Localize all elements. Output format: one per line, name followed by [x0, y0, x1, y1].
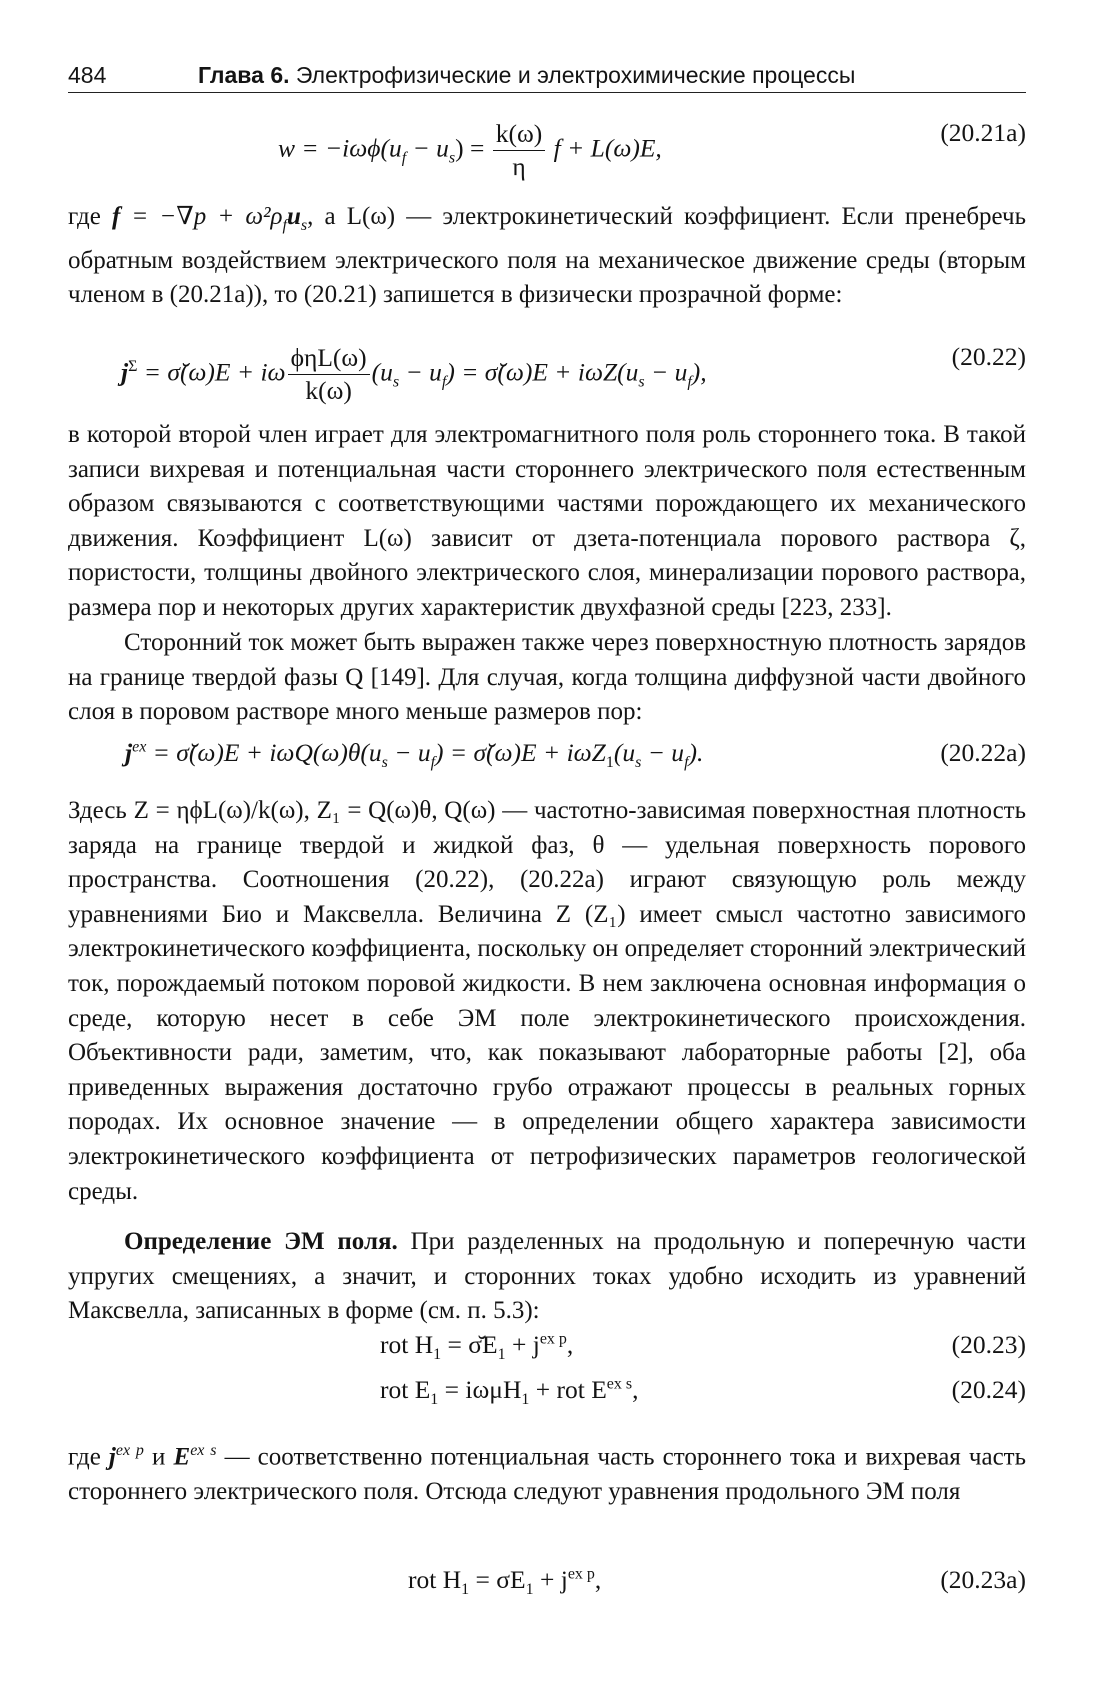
text-span: = −∇p + ω²ρ	[120, 203, 283, 230]
chapter-label: Глава 6.	[198, 62, 290, 88]
paragraph-3	[68, 626, 1026, 730]
eq-part: ) = σ̆(ω)E + iωZ	[435, 738, 606, 767]
equation-20-24	[68, 1375, 1026, 1415]
eq-part: w = −iωϕ(u	[278, 133, 402, 163]
fraction	[288, 342, 370, 407]
chapter-title: Электрофизические и электрохимические процессы	[295, 62, 856, 88]
equation-body: $j^\Sigma$ = σ̆(ω)E + iω $\frac{\text{ϕηL(ω)}}{k(\omega)}$ $(u_s - u_f)$ = σ̆(ω)E + $i\omega Z(u_s - u_f)$,	[121, 343, 707, 405]
text-span: где	[68, 1443, 109, 1471]
equation-20-22a	[68, 738, 1026, 778]
equation-body: $w = -i\omega\phi(u_f - u_s)$ = $\frac{k(\omega)}{\eta}$ f + L(ω)E,	[278, 119, 662, 181]
eq-part: − u	[644, 357, 688, 387]
equation-number: (20.24)	[951, 1375, 1026, 1404]
equation-number: (20.23)	[951, 1330, 1026, 1359]
eq-part: rot E	[380, 1375, 431, 1404]
equation-number: (20.23a)	[940, 1565, 1026, 1594]
eq-part: = σ̆E	[441, 1330, 498, 1359]
eq-part: + j	[533, 1565, 568, 1594]
text-span: — соответственно потенциальная часть стороннего тока и вихревая часть стороннего электрического поля. Отсюда следуют уравнения продольного ЭМ поля	[68, 1443, 1026, 1505]
paragraph-6: где $j^{ex p}$ и $E^{ex s}$ — соответственно потенциальная часть стороннего тока и вихревая часть стороннего электрического поля. Отсюда следуют уравнения продольного ЭМ поля	[68, 1442, 1026, 1505]
eq-part: = σ̆(ω)E + iωQ(ω)θ(u	[146, 738, 382, 767]
eq-part: rot H	[408, 1565, 462, 1594]
equation-body: rot $E_1 = i\omega\mu H_1$ + rot $E^{ex s}$,	[380, 1375, 639, 1409]
frac-denominator: η	[512, 152, 526, 181]
eq-part: ) = σ̆(ω)E + iωZ(u	[446, 357, 639, 387]
paragraph-2: в которой второй член играет для электромагнитного поля роль стороннего тока. В такой записи вихревая и потенциальная части стороннего электрического поля естественным образом связываются с соответствующими частями порождающего их механического движения. Коэффициент L(ω) зависит от дзета-потенциала порового раствора ζ, пористости, толщины двойного электрического слоя, минерализации порового раствора, размера пор и некоторых других характеристик двухфазной среды [223, 233].	[68, 421, 1026, 621]
fraction	[493, 118, 546, 183]
eq-part: ,	[632, 1375, 639, 1404]
equation-number: (20.22a)	[940, 738, 1026, 767]
paragraph-1: где $f = -\nabla p + \omega^2\rho_fu_s$, а L(ω) — электрокинетический коэффициент. Если пренебречь обратным воздействием электрического поля на механическое движение среды (вторым членом в (20.21a)), то (20.21) запишется в физически прозрачной форме:	[68, 203, 1027, 309]
eq-sup: ex s	[606, 1375, 633, 1393]
text-span: где	[68, 203, 112, 230]
eq-part: − u	[641, 738, 685, 767]
equation-body: rot $H_1 = \sigma E_1 + j^{ex p}$,	[408, 1565, 602, 1599]
text-span: и	[143, 1443, 174, 1471]
text-span: Сторонний ток может быть выражен также через поверхностную плотность зарядов на границе твердой фазы Q [149]. Для случая, когда толщина диффузной части двойного слоя в поровом растворе много меньше размеров пор:	[68, 629, 1026, 726]
text-span: , а L(ω) — электрокинетический коэффициент. Если пренебречь обратным воздействием электрического поля на механическое движение среды (вторым членом в (20.21a)), то (20.21) запишется в физически прозрачной форме:	[68, 203, 1027, 309]
eq-part: + rot E	[529, 1375, 607, 1404]
eq-part: ),	[691, 357, 707, 387]
frac-denominator: k(ω)	[305, 376, 352, 405]
eq-part: = iωμH	[438, 1375, 522, 1404]
eq-part: − u	[406, 133, 449, 163]
frac-numerator: k(ω)	[493, 118, 546, 151]
eq-part: f + L(ω)E,	[547, 133, 662, 163]
equation-body: rot $H_1$ = $\sigmăE_1 + j^{ex p}$,	[380, 1330, 574, 1364]
eq-part: j	[121, 357, 129, 387]
eq-sup: Σ	[128, 357, 138, 375]
paragraph-5	[68, 1225, 1026, 1329]
eq-part: (u	[613, 738, 636, 767]
eq-part: ).	[688, 738, 704, 767]
equation-number: (20.21a)	[940, 118, 1026, 147]
eq-part: + j	[505, 1330, 540, 1359]
equation-20-23	[68, 1330, 1026, 1370]
frac-numerator: ϕηL(ω)	[288, 342, 370, 375]
equation-number: (20.22)	[951, 342, 1026, 371]
eq-part: ) =	[455, 133, 491, 163]
eq-part: (u	[371, 357, 393, 387]
eq-sup: ex p	[567, 1565, 595, 1583]
running-header	[68, 62, 1026, 93]
page-number: 484	[68, 62, 107, 88]
symbol-u: u	[286, 203, 301, 230]
paragraph-4: Здесь Z = ηϕL(ω)/k(ω), Z₁ = Q(ω)θ, Q(ω) — частотно-зависимая поверхностная плотность заряда на границе твердой и жидкой фаз, θ — удельная поверхность порового пространства. Соотношения (20.22), (20.22a) играют связующую роль между уравнениями Био и Максвелла. Величина Z (Z₁) имеет смысл частотно зависимого электрокинетического коэффициента, поскольку он определяет сторонний электрический ток, порождаемый потоком поровой жидкости. В нем заключена основная информация о среде, которую несет в себе ЭМ поле электрокинетического происхождения. Объективности ради, заметим, что, как показывают лабораторные работы [2], оба приведенных выражения достаточно грубо отражают процессы в реальных горных породах. Их основное значение — в определении общего характера зависимости электрокинетического коэффициента от петрофизических параметров геологической среды.	[68, 797, 1026, 1205]
equation-20-21a	[68, 118, 1026, 181]
section-heading: Определение ЭМ поля.	[124, 1228, 398, 1255]
eq-part: = σE	[469, 1565, 526, 1594]
chapter-heading	[198, 62, 855, 89]
equation-body: $j^{ex}$ = σ̆(ω)E + $i\omega Q(\omega)\theta(u_s - u_f)$ = σ̆(ω)E + $i\omega Z_1(u_s - u_f)$.	[125, 738, 704, 772]
eq-part: ,	[566, 1330, 574, 1359]
text-span: При разделенных на продольную и поперечную части упругих смещениях, а значит, и сторонних токах удобно исходить из уравнений Максвелла, записанных в форме (см. п. 5.3):	[68, 1228, 1026, 1325]
eq-part: − u	[387, 738, 431, 767]
equation-20-23a	[68, 1565, 1026, 1605]
eq-part: rot H	[380, 1330, 434, 1359]
eq-part: ,	[594, 1565, 602, 1594]
symbol-f: f	[111, 203, 121, 230]
eq-part: = σ̆(ω)E + iω	[137, 357, 286, 387]
eq-part: − u	[399, 357, 442, 387]
eq-sup: ex p	[539, 1330, 567, 1348]
